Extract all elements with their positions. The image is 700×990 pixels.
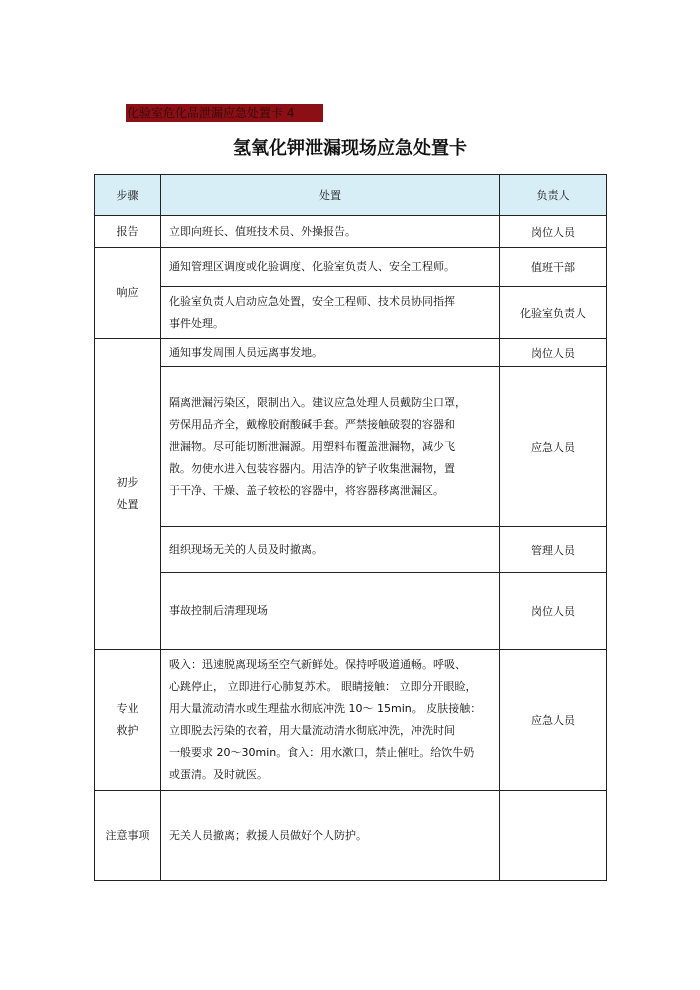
- action-line: 散。勿使水进入包装容器内。用洁净的铲子收集泄漏物，置: [169, 461, 455, 475]
- step-cell: 报告: [95, 216, 161, 248]
- step-line: 处置: [116, 498, 139, 511]
- action-cell: 组织现场无关的人员及时撤离。: [161, 527, 500, 573]
- responsible-cell: 岗位人员: [500, 339, 607, 367]
- responsible-cell: 化验室负责人: [500, 287, 607, 339]
- page-title: 氢氧化钾泄漏现场应急处置卡: [233, 138, 467, 159]
- step-line: 初步: [116, 476, 139, 489]
- action-cell: [161, 367, 500, 527]
- action-cell: 通知管理区调度或化验调度、化验室负责人、安全工程师。: [161, 248, 500, 287]
- action-cell: [161, 287, 500, 339]
- action-line: 一般要求 20～30min。食入：用水漱口，禁止催吐。给饮牛奶: [169, 746, 475, 759]
- action-line: 立即脱去污染的衣着，用大量流动清水彻底冲洗，冲洗时间: [169, 724, 455, 737]
- responsible-cell: 岗位人员: [500, 573, 607, 650]
- table-row-report: [95, 216, 607, 248]
- table-row-notes: [95, 791, 607, 881]
- table-row-initial-4: [95, 573, 607, 650]
- table-header-row: [95, 175, 607, 216]
- action-line: 事件处理。: [169, 316, 224, 330]
- step-cell: 响应: [95, 248, 161, 339]
- step-line: 专业: [116, 702, 139, 715]
- action-line: 泄漏物。尽可能切断泄漏源。用塑料布覆盖泄漏物，减少飞: [169, 439, 455, 453]
- step-cell: [95, 339, 161, 650]
- table-row-rescue: [95, 650, 607, 791]
- responsible-cell: 应急人员: [500, 367, 607, 527]
- emergency-procedure-table: [94, 174, 607, 881]
- table-row-initial-2: [95, 367, 607, 527]
- column-header-step: 步骤: [95, 175, 161, 216]
- responsible-cell: 管理人员: [500, 527, 607, 573]
- table-row-initial-1: [95, 339, 607, 367]
- responsible-cell: 应急人员: [500, 650, 607, 791]
- action-line: 于干净、干燥、盖子较松的容器中，将容器移离泄漏区。: [169, 483, 444, 497]
- document-header-tag: 化验室危化品泄漏应急处置卡 4: [126, 104, 323, 122]
- action-cell: 无关人员撤离；救援人员做好个人防护。: [161, 791, 500, 881]
- step-line: 救护: [116, 724, 139, 737]
- action-line: 化验室负责人启动应急处置，安全工程师、技术员协同指挥: [169, 294, 455, 308]
- responsible-cell: 岗位人员: [500, 216, 607, 248]
- action-line: 心跳停止， 立即进行心肺复苏术。 眼睛接触： 立即分开眼睑，: [169, 680, 477, 693]
- action-cell: [161, 650, 500, 791]
- action-line: 吸入：迅速脱离现场至空气新鲜处。保持呼吸道通畅。呼吸、: [169, 658, 466, 671]
- table-row-respond-1: [95, 248, 607, 287]
- action-line: 用大量流动清水或生理盐水彻底冲洗 10～ 15min。 皮肤接触：: [169, 702, 482, 715]
- step-cell: 注意事项: [95, 791, 161, 881]
- responsible-cell: 值班干部: [500, 248, 607, 287]
- step-cell: [95, 650, 161, 791]
- table-row-initial-3: [95, 527, 607, 573]
- column-header-action: 处置: [161, 175, 500, 216]
- responsible-cell: [500, 791, 607, 881]
- action-line: 劳保用品齐全，戴橡胶耐酸碱手套。严禁接触破裂的容器和: [169, 417, 455, 431]
- column-header-responsible: 负责人: [500, 175, 607, 216]
- table-row-respond-2: [95, 287, 607, 339]
- action-line: 或蛋清。及时就医。: [169, 768, 268, 781]
- action-cell: 事故控制后清理现场: [161, 573, 500, 650]
- action-cell: 通知事发周围人员远离事发地。: [161, 339, 500, 367]
- action-cell: 立即向班长、值班技术员、外操报告。: [161, 216, 500, 248]
- action-line: 隔离泄漏污染区，限制出入。建议应急处理人员戴防尘口罩，: [169, 395, 466, 409]
